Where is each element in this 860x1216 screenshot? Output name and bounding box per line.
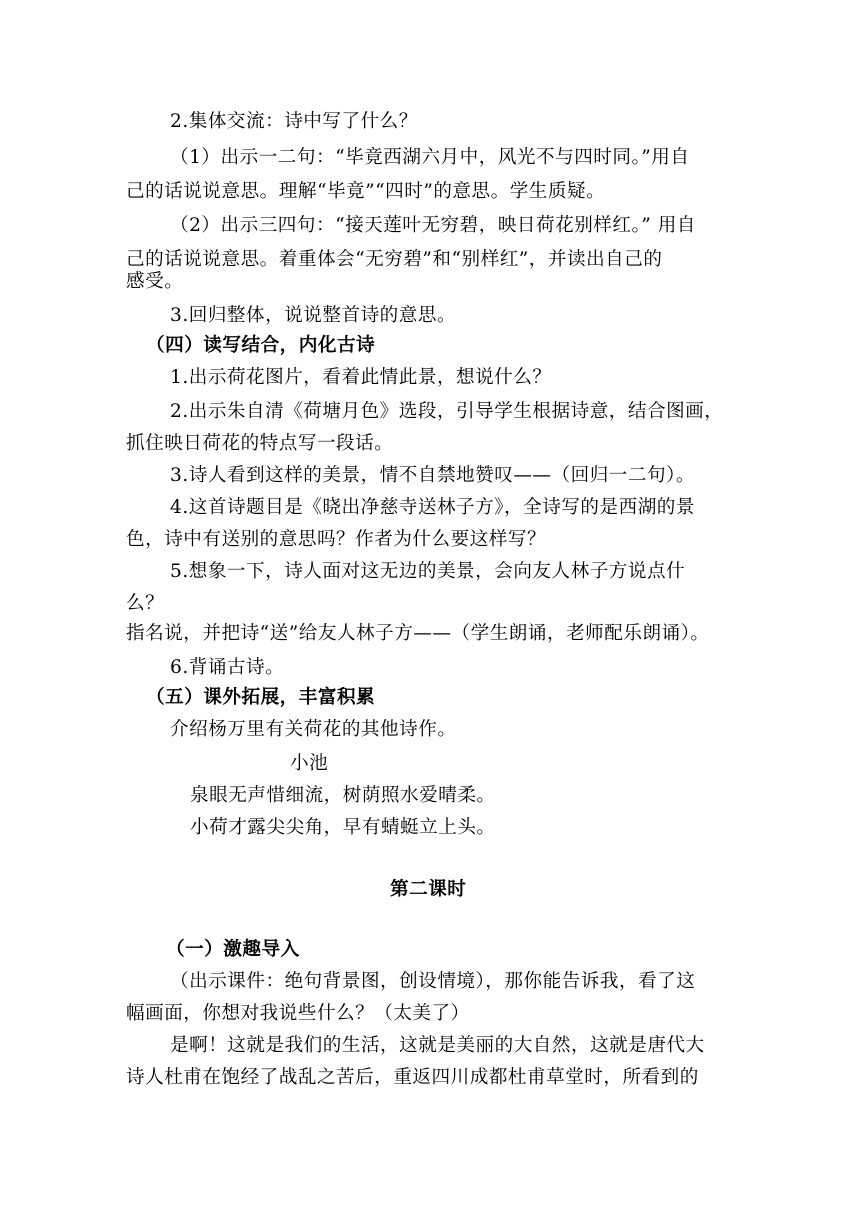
section-heading: （四）读写结合，内化古诗 [146,335,376,356]
text-line: 感受。 [126,271,184,292]
text-line: 3.诗人看到这样的美景，情不自禁地赞叹——（回归一二句）。 [170,465,695,486]
text-line: 6.背诵古诗。 [170,657,285,678]
text-line: 1.出示荷花图片，看着此情此景，想说什么？ [170,367,552,388]
poem-line: 小荷才露尖尖角，早有蜻蜓立上头。 [190,817,496,838]
text-line: 抓住映日荷花的特点写一段话。 [126,433,394,454]
text-line: 4.这首诗题目是《晓出净慈寺送林子方》，全诗写的是西湖的景 [170,497,695,518]
text-line: 诗人杜甫在饱经了战乱之苦后，重返四川成都杜甫草堂时，所看到的 [126,1067,699,1088]
text-line: 3.回归整体，说说整首诗的意思。 [170,305,457,326]
text-line: 么？ [126,593,165,614]
text-line: 指名说，并把诗“送”给友人林子方——（学生朗诵，老师配乐朗诵）。 [126,623,710,644]
text-line: 5.想象一下，诗人面对这无边的美景，会向友人林子方说点什 [170,561,686,582]
text-line: 介绍杨万里有关荷花的其他诗作。 [170,719,457,740]
section-heading: （一）激趣导入 [166,939,300,960]
text-line: 己的话说说意思。着重体会“无穷碧”和“别样红”，并读出自己的 [126,249,663,270]
text-line: 2.出示朱自清《荷塘月色》选段，引导学生根据诗意，结合图画， [170,401,724,422]
section-heading: （五）课外拓展，丰富积累 [146,687,376,708]
poem-line: 泉眼无声惜细流，树荫照水爱晴柔。 [190,785,496,806]
text-line: （2）出示三四句：“接天莲叶无穷碧，映日荷花别样红。” 用自 [170,215,696,236]
text-line: 幅画面，你想对我说些什么？（太美了） [126,1003,470,1024]
text-line: （1）出示一二句：“毕竟西湖六月中，风光不与四时同。”用自 [170,147,690,168]
text-line: 己的话说说意思。理解“毕竟”“四时”的意思。学生质疑。 [126,181,606,202]
text-line: 色，诗中有送别的意思吗？作者为什么要这样写？ [126,529,547,550]
text-line: （出示课件：绝句背景图，创设情境），那你能告诉我，看了这 [170,971,696,992]
lesson-heading: 第二课时 [390,879,467,900]
text-line: 2.集体交流：诗中写了什么？ [170,111,418,132]
poem-title: 小池 [290,753,329,774]
text-line: 是啊！这就是我们的生活，这就是美丽的大自然，这就是唐代大 [170,1035,705,1056]
